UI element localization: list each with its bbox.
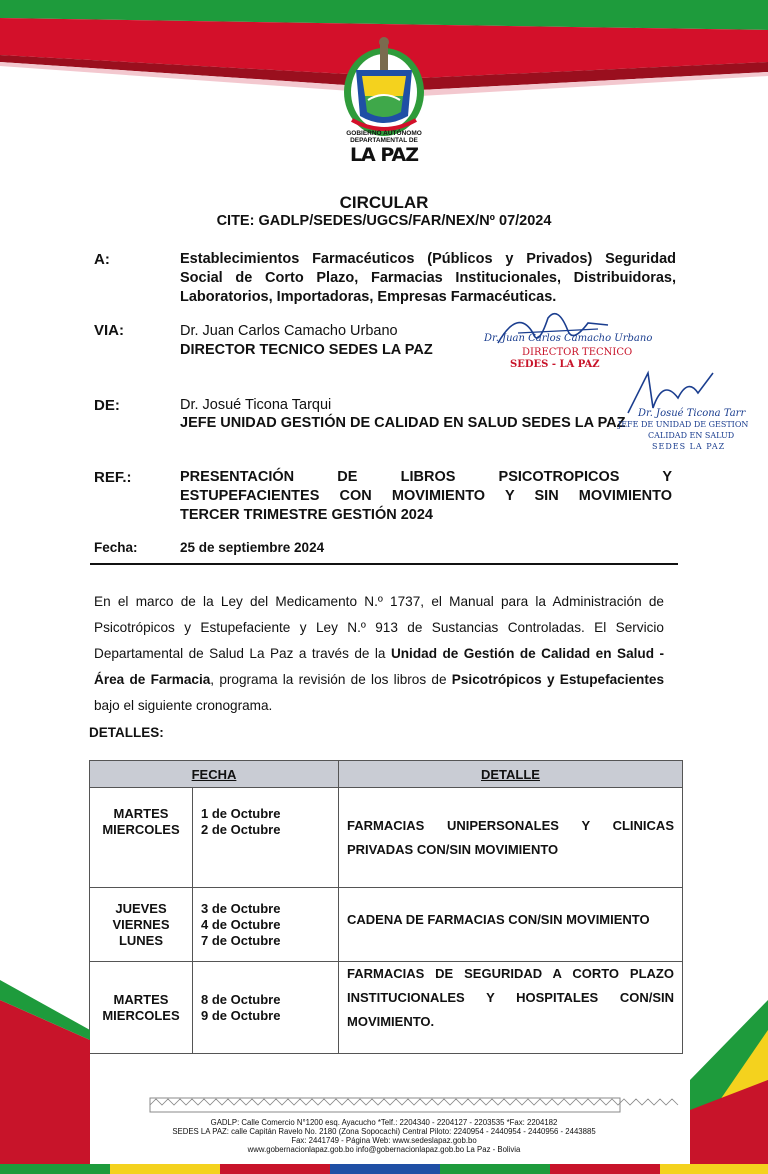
body-text: , programa la revisión de los libros de: [210, 672, 452, 687]
de-title: JEFE UNIDAD GESTIÓN DE CALIDAD EN SALUD SEDES LA PAZ: [180, 415, 626, 431]
de-signature-stamp: [618, 368, 768, 458]
handwritten-signature-icon: [478, 303, 638, 353]
footer-fax-web: Fax: 2441749 - Página Web: www.sedeslapaz.gob.bo: [291, 1136, 477, 1145]
table-header-row: [90, 761, 683, 788]
via-stamp-title: DIRECTOR TECNICO: [522, 347, 633, 358]
day-name: VIERNES: [112, 916, 170, 932]
de-stamp-title: JEFE DE UNIDAD DE GESTION: [618, 420, 749, 429]
de-stamp-name: Dr. Josué Ticona Tarr: [638, 408, 746, 419]
date-text: 3 de Octubre: [201, 900, 281, 916]
detail-line: MOVIMIENTO.: [347, 1014, 435, 1029]
detail-line: FARMACIAS UNIPERSONALES Y CLINICAS: [347, 817, 674, 833]
via-name: Dr. Juan Carlos Camacho Urbano: [180, 323, 398, 339]
via-title: DIRECTOR TECNICO SEDES LA PAZ: [180, 342, 433, 358]
date-cell: [193, 888, 339, 962]
table-row: [90, 788, 683, 888]
ref-label: REF.:: [94, 469, 132, 486]
de-stamp-dept: CALIDAD EN SALUD: [648, 431, 735, 440]
coat-of-arms-icon: [334, 30, 434, 140]
detail-line: FARMACIAS DE SEGURIDAD A CORTO PLAZO: [347, 966, 674, 981]
ref-line: PRESENTACIÓN DE LIBROS PSICOTROPICOS Y: [180, 469, 672, 485]
day-name: LUNES: [118, 932, 164, 948]
date-text: 7 de Octubre: [201, 932, 281, 948]
table-row: [90, 888, 683, 962]
day-cell: [90, 788, 193, 888]
date-text: 2 de Octubre: [201, 822, 281, 837]
ref-line: ESTUPEFACIENTES CON MOVIMIENTO Y SIN MOVIMIENTO: [180, 488, 672, 504]
via-label: VIA:: [94, 322, 124, 339]
header-divider: [90, 563, 678, 565]
body-paragraph: [94, 589, 664, 719]
via-stamp-name: Dr. Juan Carlos Camacho Urbano: [484, 333, 653, 344]
date-text: 9 de Octubre: [201, 1007, 281, 1023]
column-header-detalle: DETALLE: [339, 761, 683, 788]
day-name: MARTES: [113, 991, 169, 1007]
document-title: CIRCULAR: [339, 193, 429, 212]
detail-line: PRIVADAS CON/SIN MOVIMIENTO: [347, 841, 559, 857]
footer-website: www.gobernacionlapaz.gob.bo info@gobernacionlapaz.gob.bo La Paz - Bolivia: [247, 1145, 521, 1154]
addressee-label: A:: [94, 251, 110, 268]
footer-address-sedes: SEDES LA PAZ: calle Capitán Ravelo No. 2180 (Zona Sopocachi) Central Piloto: 2240954 - 2440954 - 2440956 - 2443885: [172, 1127, 596, 1136]
ref-block: [180, 468, 672, 525]
date-value: 25 de septiembre 2024: [180, 540, 325, 555]
de-name: Dr. Josué Ticona Tarqui: [180, 397, 332, 413]
date-text: 1 de Octubre: [201, 806, 281, 821]
day-cell: [90, 888, 193, 962]
detail-cell: [339, 788, 683, 888]
date-text: 8 de Octubre: [201, 991, 281, 1007]
detail-line: INSTITUCIONALES Y HOSPITALES CON/SIN: [347, 990, 674, 1005]
body-text: En el marco de la Ley del Medicamento N.º 1737, el Manual para la Administración de Psicotrópicos y Estupefaciente y Ley N.º 913 de Sustancias Controladas. El Servicio Departamental de Salud La Paz a través de la: [94, 594, 664, 661]
column-header-fecha: FECHA: [90, 761, 339, 788]
document-cite: CITE: GADLP/SEDES/UGCS/FAR/NEX/Nº 07/2024: [216, 213, 552, 229]
body-text-bold: Unidad de Gestión de Calidad en Salud - Área de Farmacia: [94, 646, 664, 687]
day-name: MIERCOLES: [102, 822, 180, 837]
government-logo: [334, 30, 434, 170]
body-text-bold: Psicotrópicos y Estupefacientes: [451, 672, 665, 687]
logo-caption-line: DEPARTAMENTAL DE: [350, 137, 418, 144]
day-name: MIERCOLES: [102, 1007, 180, 1023]
addressee-line: Establecimientos Farmacéuticos (Públicos y Privados) Seguridad: [180, 251, 676, 267]
body-text: bajo el siguiente cronograma.: [94, 698, 273, 713]
date-label: Fecha:: [94, 540, 138, 555]
detail-line: CADENA DE FARMACIAS CON/SIN MOVIMIENTO: [347, 912, 650, 927]
de-stamp-org: SEDES LA PAZ: [652, 442, 726, 451]
date-cell: [193, 788, 339, 888]
via-signature-stamp: [478, 303, 653, 383]
de-label: DE:: [94, 397, 120, 414]
footer-address-gadlp: GADLP: Calle Comercio N°1200 esq. Ayacucho *Telf.: 2204340 - 2204127 - 2203535 *Fax: 2204182: [210, 1118, 558, 1127]
details-heading: DETALLES:: [89, 725, 164, 740]
logo-caption: [334, 130, 434, 166]
day-name: MARTES: [113, 806, 169, 821]
day-name: JUEVES: [115, 900, 167, 916]
detail-cell: [339, 888, 683, 962]
ref-line: TERCER TRIMESTRE GESTIÓN 2024: [180, 507, 433, 523]
date-text: 4 de Octubre: [201, 916, 281, 932]
via-stamp-org: SEDES - LA PAZ: [510, 359, 600, 370]
addressee-line: Social de Corto Plazo, Farmacias Institucionales, Distribuidoras,: [180, 270, 676, 286]
addressee-line: Laboratorios, Importadoras, Empresas Farmacéuticas.: [180, 289, 557, 305]
addressee-block: [180, 250, 676, 307]
logo-caption-line: GOBIERNO AUTÓNOMO: [346, 130, 422, 137]
logo-caption-la-paz: LA PAZ: [349, 144, 419, 166]
